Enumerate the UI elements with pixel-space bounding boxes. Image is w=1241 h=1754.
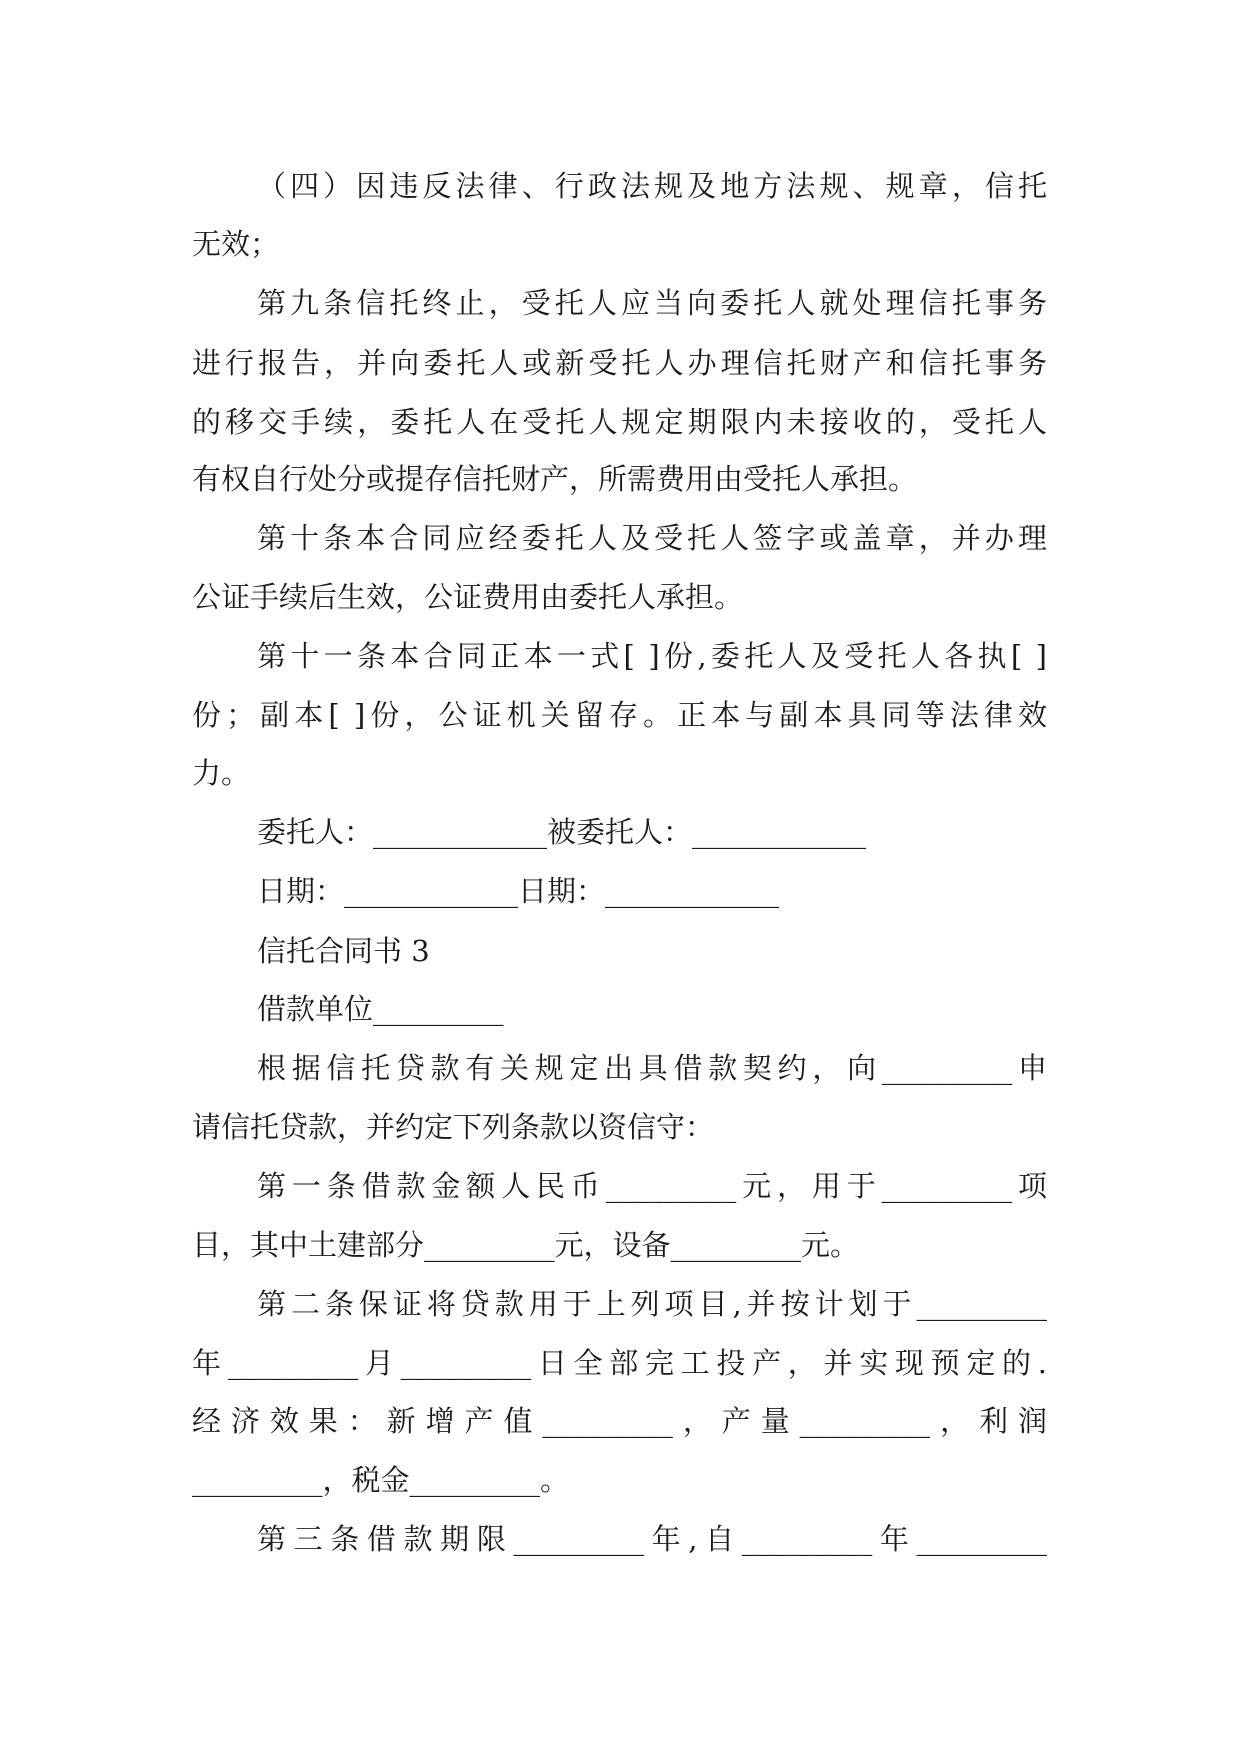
text-line: 第十条本合同应经委托人及受托人签字或盖章，并办理 xyxy=(257,521,1047,555)
date-line: 日期：____________日期：____________ xyxy=(257,874,780,908)
text-line: 无效； xyxy=(192,227,280,261)
text-line: _________，税金_________。 xyxy=(192,1463,570,1497)
text-line: 根据信托贷款有关规定出具借款契约，向_________申 xyxy=(257,1051,1047,1085)
text-line: 公证手续后生效，公证费用由委托人承担。 xyxy=(192,580,744,614)
text-line: 第九条信托终止，受托人应当向委托人就处理信托事务 xyxy=(257,286,1047,320)
signature-line: 委托人：____________被委托人：____________ xyxy=(257,815,867,849)
text-line: 进行报告，并向委托人或新受托人办理信托财产和信托事务 xyxy=(192,346,1047,380)
text-line: 目，其中土建部分_________元，设备_________元。 xyxy=(192,1228,860,1262)
text-line: 第十一条本合同正本一式[ ]份,委托人及受托人各执[ ] xyxy=(257,639,1047,673)
text-line: 有权自行处分或提存信托财产，所需费用由受托人承担。 xyxy=(192,462,918,496)
text-line: 第三条借款期限_________年,自_________年_________ xyxy=(257,1522,1047,1556)
text-line: 请信托贷款，并约定下列条款以资信守： xyxy=(192,1110,715,1144)
text-line: 力。 xyxy=(192,756,251,790)
text-line: 年_________月_________日全部完工投产，并实现预定的. xyxy=(192,1346,1047,1380)
text-line: 第二条保证将贷款用于上列项目,并按计划于_________ xyxy=(257,1287,1047,1321)
text-line: 第一条借款金额人民币_________元，用于_________项 xyxy=(257,1169,1047,1203)
text-line: 经济效果：新增产值_________，产量_________，利润 xyxy=(192,1404,1047,1438)
text-line: （四）因违反法律、行政法规及地方法规、规章，信托 xyxy=(257,169,1047,203)
text-line: 的移交手续，委托人在受托人规定期限内未接收的，受托人 xyxy=(192,405,1047,439)
section-title: 信托合同书 3 xyxy=(257,934,430,968)
text-line: 份；副本[ ]份，公证机关留存。正本与副本具同等法律效 xyxy=(192,698,1047,732)
text-line: 借款单位_________ xyxy=(257,992,504,1026)
